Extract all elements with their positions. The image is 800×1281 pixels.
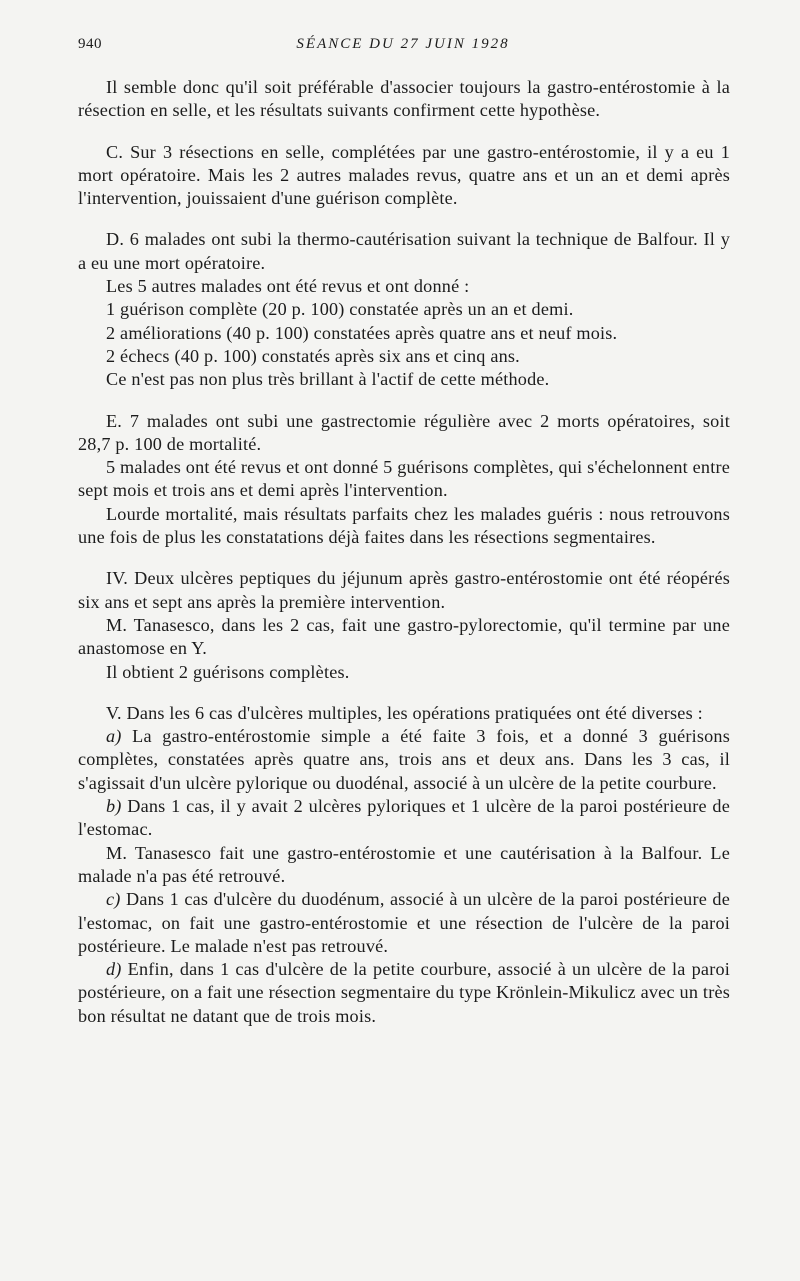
paragraph: 2 échecs (40 p. 100) constatés après six ans et cinq ans. [106,345,520,366]
paragraph-text: Enfin, dans 1 cas d'ulcère de la petite courbure, associé à un ulcère de la paroi postérieure, on a fait une résection segmentaire du type Krönlein-Mikulicz avec un très bon résultat ne datant que de trois mois. [78,959,730,1026]
paragraph: 1 guérison complète (20 p. 100) constatée après un an et demi. [106,299,574,320]
paragraph: Il semble donc qu'il soit préférable d'associer toujours la gastro-entérostomie à la résection en selle, et les résultats suivants confirment cette hypothèse. [78,77,730,121]
paragraph: Les 5 autres malades ont été revus et ont donné : [106,276,470,297]
paragraph-text: Dans 1 cas, il y avait 2 ulcères pyloriques et 1 ulcère de la paroi postérieure de l'estomac. [78,796,731,840]
paragraph: IV. Deux ulcères peptiques du jéjunum après gastro-entérostomie ont été réopérés six ans et sept ans après la première intervention. [78,568,730,612]
paragraph-text: La gastro-entérostomie simple a été faite 3 fois, et a donné 3 guérisons complètes, constatées après quatre ans, trois ans et deux ans. Dans les 3 cas, il s'agissait d'un ulcère pylorique ou duodénal, associé à un ulcère de la petite courbure. [78,726,730,793]
list-label: b) [106,796,122,817]
paragraph: C. Sur 3 résections en selle, complétées par une gastro-entérostomie, il y a eu 1 mort opératoire. Mais les 2 autres malades revus, quatre ans et un an et demi après l'intervention, jouissaient d'une guérison complète. [78,141,730,209]
page-number: 940 [78,36,102,52]
paragraph: Il obtient 2 guérisons complètes. [106,661,350,682]
paragraph-text: Dans 1 cas d'ulcère du duodénum, associé à un ulcère de la paroi postérieure de l'estomac, on fait une gastro-entérostomie et une résection de l'ulcère de la paroi postérieure. Le malade n'est pas retrouvé. [78,889,730,956]
paragraph: Lourde mortalité, mais résultats parfaits chez les malades guéris : nous retrouvons une fois de plus les constatations déjà faites dans les résections segmentaires. [78,503,730,548]
paragraph-b [78,795,730,842]
list-label: d) [106,959,122,980]
paragraph: M. Tanasesco, dans les 2 cas, fait une gastro-pylorectomie, qu'il termine par une anastomose en Y. [78,614,730,659]
running-title: SÉANCE DU 27 JUIN 1928 [296,36,510,52]
paragraph: M. Tanasesco fait une gastro-entérostomie et une cautérisation à la Balfour. Le malade n'a pas été retrouvé. [78,842,730,886]
paragraph: 5 malades ont été revus et ont donné 5 guérisons complètes, qui s'échelonnent entre sept mois et trois ans et demi après l'intervention. [78,457,730,501]
body-text [78,76,730,1028]
list-label: a) [106,726,122,747]
list-label: c) [106,889,121,910]
paragraph: E. 7 malades ont subi une gastrectomie régulière avec 2 morts opératoires, soit 28,7 p. 100 de mortalité. [78,410,730,454]
paragraph: 2 améliorations (40 p. 100) constatées après quatre ans et neuf mois. [106,322,618,343]
paragraph-a [78,725,730,795]
paragraph: Ce n'est pas non plus très brillant à l'actif de cette méthode. [106,369,550,390]
paragraph-d [78,958,730,1028]
paragraph: V. Dans les 6 cas d'ulcères multiples, les opérations pratiquées ont été diverses : [106,702,703,723]
page-header [78,36,728,60]
paragraph-c [78,888,730,958]
paragraph: D. 6 malades ont subi la thermo-cautérisation suivant la technique de Balfour. Il y a eu une mort opératoire. [78,229,730,273]
